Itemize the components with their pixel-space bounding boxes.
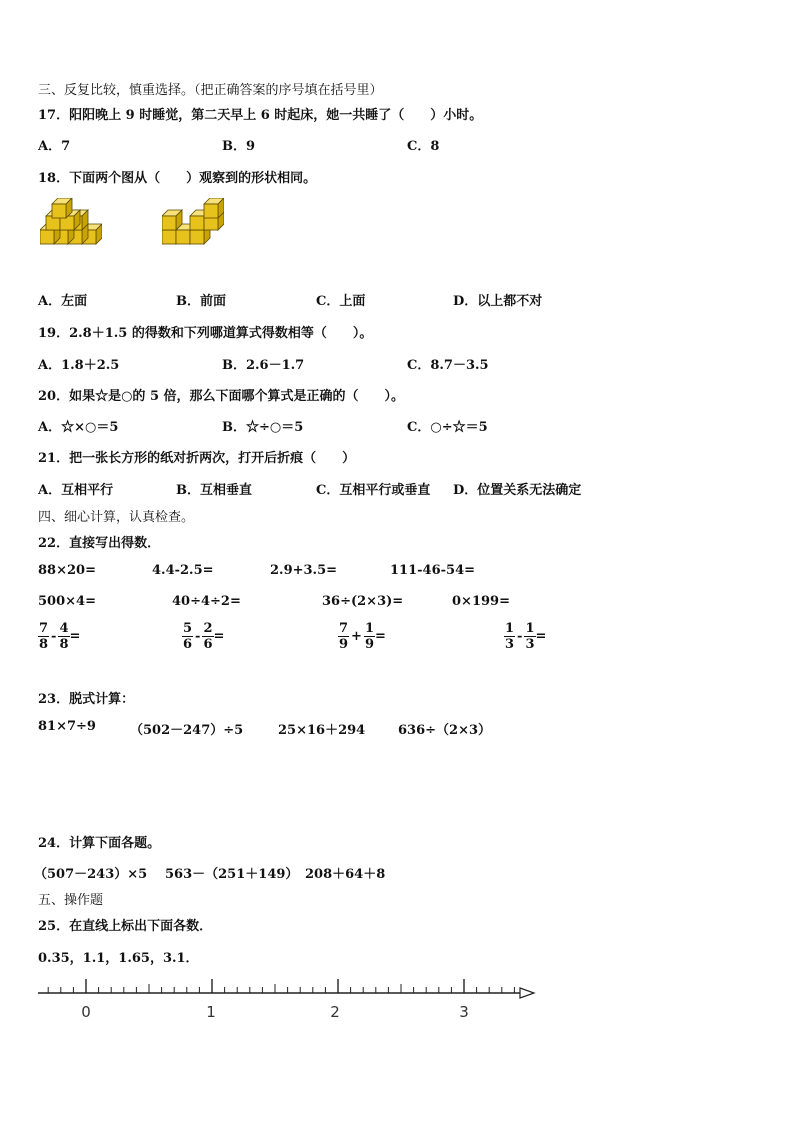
calc-item: 2.9+3.5= [270, 563, 338, 578]
section3-title: 三、反复比较，慎重选择。（把正确答案的序号填在括号里） [38, 83, 383, 98]
q20-option-c: C．○÷☆＝5 [407, 420, 488, 435]
q20-stem: 20．如果☆是○的 5 倍，那么下面哪个算式是正确的（ ）。 [38, 389, 405, 404]
operator: - [195, 629, 201, 644]
calc-item: 40÷4÷2= [172, 594, 241, 609]
q21-option-d: D．位置关系无法确定 [453, 483, 582, 498]
denominator: 6 [203, 637, 213, 652]
q21-option-b: B．互相垂直 [176, 483, 252, 498]
calc-item: 563－（251＋149） [165, 867, 299, 882]
q25-stem: 25．在直线上标出下面各数． [38, 919, 213, 934]
calc-item: 25×16＋294 [278, 723, 366, 738]
calc-item: 81×7÷9 [38, 719, 96, 734]
q21-option-a: A．互相平行 [38, 483, 114, 498]
calc-item: 500×4= [38, 594, 96, 609]
q22-stem: 22．直接写出得数． [38, 536, 161, 551]
q21-option-c: C．互相平行或垂直 [316, 483, 431, 498]
q20-option-b: B．☆÷○＝5 [222, 420, 304, 435]
denominator: 6 [183, 637, 193, 652]
q18-option-c: C．上面 [316, 294, 366, 309]
numerator: 1 [505, 621, 515, 636]
q18-stem: 18．下面两个图从（ ）观察到的形状相同。 [38, 171, 317, 186]
section5-title: 五、操作题 [38, 893, 104, 908]
axis-label-0: 0 [81, 1003, 91, 1021]
calc-item: 111-46-54= [390, 563, 476, 578]
cube-figure-left [40, 198, 102, 246]
calc-item: （502－247）÷5 [130, 723, 244, 738]
q17-option-a: A．7 [38, 139, 71, 154]
operator: - [517, 629, 523, 644]
q25-numbers: 0.35，1.1，1.65，3.1． [38, 951, 199, 966]
operator: + [351, 629, 362, 644]
denominator: 9 [339, 637, 349, 652]
denominator: 3 [525, 637, 535, 652]
q18-option-a: A．左面 [38, 294, 88, 309]
calc-item: 208＋64＋8 [305, 867, 386, 882]
q17-stem: 17．阳阳晚上 9 时睡觉，第二天早上 6 时起床，她一共睡了（ ）小时。 [38, 108, 483, 123]
calc-item: 0×199= [452, 594, 510, 609]
q17-option-b: B．9 [222, 139, 256, 154]
q23-stem: 23．脱式计算： [38, 692, 135, 707]
q18-option-b: B．前面 [176, 294, 226, 309]
numerator: 2 [203, 621, 213, 636]
calc-item: 36÷(2×3)= [322, 594, 404, 609]
equals: = [535, 629, 547, 644]
cube-figure-right [162, 198, 224, 246]
calc-item: 88×20= [38, 563, 96, 578]
equals: = [213, 629, 225, 644]
axis-label-3: 3 [459, 1003, 469, 1021]
q19-option-b: B．2.6－1.7 [222, 358, 305, 373]
equals: = [69, 629, 81, 644]
q21-stem: 21．把一张长方形的纸对折两次，打开后折痕（ ） [38, 451, 356, 466]
denominator: 3 [505, 637, 515, 652]
numerator: 4 [59, 621, 69, 636]
denominator: 8 [59, 637, 69, 652]
numerator: 1 [525, 621, 535, 636]
numerator: 7 [339, 621, 349, 636]
fraction-expression [504, 621, 546, 652]
fraction-expression [338, 621, 386, 652]
calc-item: 4.4-2.5= [152, 563, 214, 578]
number-line [30, 975, 550, 1025]
section4-title: 四、细心计算，认真检查。 [38, 510, 195, 525]
numerator: 5 [183, 621, 193, 636]
equals: = [375, 629, 386, 644]
denominator: 8 [39, 637, 49, 652]
axis-label-2: 2 [330, 1003, 340, 1021]
q17-option-c: C．8 [407, 139, 440, 154]
q19-stem: 19．2.8＋1.5 的得数和下列哪道算式得数相等（ ）。 [38, 326, 373, 341]
calc-item: 636÷（2×3） [398, 723, 492, 738]
numerator: 1 [364, 621, 374, 636]
q19-option-a: A．1.8＋2.5 [38, 358, 120, 373]
q24-stem: 24．计算下面各题。 [38, 836, 161, 851]
q20-option-a: A．☆×○＝5 [38, 420, 119, 435]
q19-option-c: C．8.7－3.5 [407, 358, 489, 373]
calc-item: （507－243）×5 [34, 867, 148, 882]
q18-option-d: D．以上都不对 [453, 294, 543, 309]
fraction-expression [38, 621, 80, 652]
fraction-expression [182, 621, 224, 652]
numerator: 7 [39, 621, 49, 636]
denominator: 9 [364, 637, 374, 652]
axis-label-1: 1 [206, 1003, 216, 1021]
operator: - [51, 629, 57, 644]
